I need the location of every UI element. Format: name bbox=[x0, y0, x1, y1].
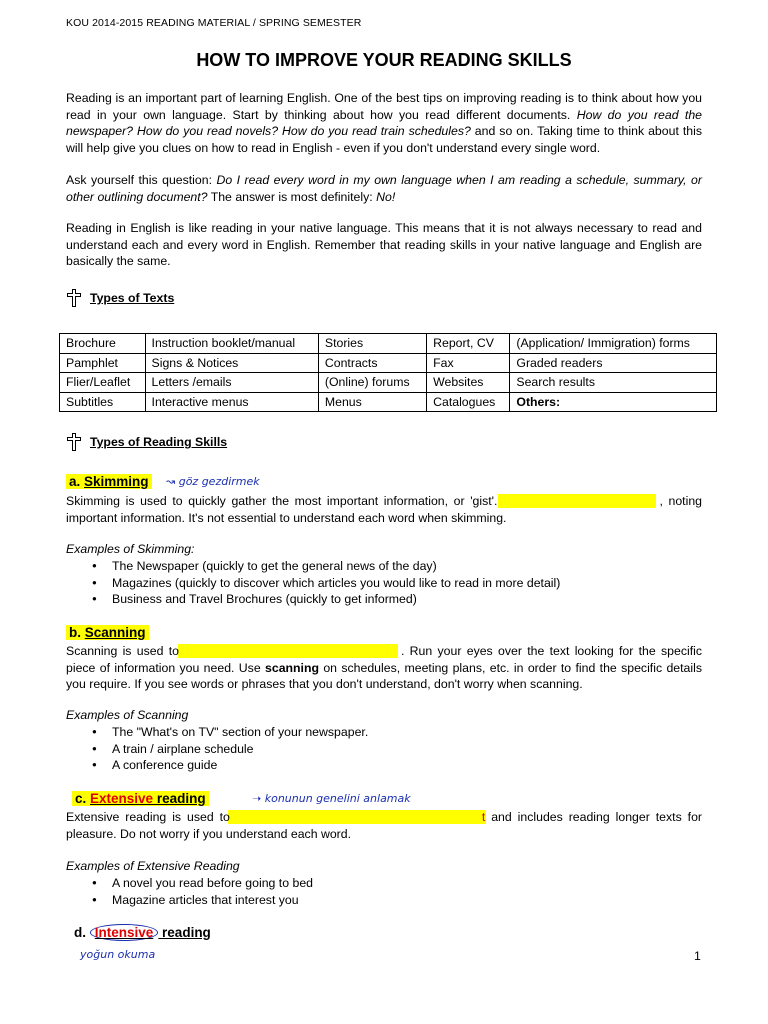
skimming-text: Skimming is used to quickly gather the most important information, or 'gist'. bbox=[66, 494, 498, 508]
extensive-text-end: and includes reading longer texts for pleasure. Do not worry if you understand each word. bbox=[66, 810, 703, 841]
table-row bbox=[60, 353, 717, 373]
scanning-paragraph bbox=[66, 643, 702, 693]
arrow-icon: ↝ bbox=[166, 475, 179, 488]
scanning-examples-list bbox=[92, 724, 368, 774]
extensive-letter: c. bbox=[75, 791, 87, 806]
table-cell: Menus bbox=[318, 392, 426, 412]
intro-paragraph-3: Reading in English is like reading in your native language. This means that it is not always necessary to read and understand each and every word in English. Remember that reading skills in your native language and English are basically the same. bbox=[66, 221, 702, 269]
table-row bbox=[60, 392, 717, 412]
types-of-texts-label: Types of Texts bbox=[90, 291, 175, 305]
types-of-texts-heading bbox=[66, 289, 174, 307]
extensive-label-red: Extensive bbox=[90, 791, 154, 806]
intensive-label-red: Intensive bbox=[90, 924, 159, 941]
scanning-label: Scanning bbox=[84, 625, 146, 640]
extensive-paragraph bbox=[66, 809, 702, 842]
list-item: ● A train / airplane schedule bbox=[92, 741, 368, 758]
intro-paragraph-1 bbox=[66, 90, 702, 156]
intensive-handwritten-note: yoğun okuma bbox=[80, 948, 156, 961]
intro-p2-italic: Do I read every word in my own language when I am reading a schedule, summary, or other outlining document? bbox=[66, 173, 702, 204]
extensive-handwritten-note bbox=[252, 792, 411, 805]
scanning-text-mid: . Run your eyes over the text looking for the specific piece of information you need. Use bbox=[66, 644, 702, 675]
extensive-examples-label: Examples of Extensive Reading bbox=[66, 859, 240, 873]
list-item: ● The "What's on TV" section of your newspaper. bbox=[92, 724, 368, 741]
intro-p2-text-end: The answer is most definitely: bbox=[207, 189, 377, 204]
table-cell: Catalogues bbox=[427, 392, 510, 412]
skimming-examples-label: Examples of Skimming: bbox=[66, 542, 195, 556]
table-cell: Graded readers bbox=[510, 353, 717, 373]
types-of-texts-table bbox=[59, 333, 717, 412]
arrow-icon: ➝ bbox=[252, 792, 265, 805]
cross-icon bbox=[66, 433, 82, 451]
table-cell: Report, CV bbox=[427, 334, 510, 354]
scanning-letter: b. bbox=[69, 625, 81, 640]
list-item: ● A novel you read before going to bed bbox=[92, 875, 313, 892]
scanning-bold-word: scanning bbox=[265, 660, 319, 675]
list-item: ● Magazines (quickly to discover which articles you would like to read in more detail) bbox=[92, 575, 560, 592]
extensive-handwritten-text: konunun genelini anlamak bbox=[264, 792, 411, 805]
list-item: ● The Newspaper (quickly to get the general news of the day) bbox=[92, 558, 560, 575]
types-of-reading-skills-label: Types of Reading Skills bbox=[90, 435, 228, 449]
table-row bbox=[60, 373, 717, 393]
table-cell: Letters /emails bbox=[145, 373, 318, 393]
intensive-heading bbox=[74, 925, 211, 940]
extensive-examples-list bbox=[92, 875, 313, 908]
table-cell: Signs & Notices bbox=[145, 353, 318, 373]
skimming-text-end: , noting important information. It's not essential to understand each word when skimming. bbox=[66, 494, 702, 525]
table-row bbox=[60, 334, 717, 354]
scanning-text-end: on schedules, meeting plans, etc. in order to find the specific details you require. If you see words or phrases that you don't understand, don't worry when scanning. bbox=[66, 660, 702, 692]
extensive-text: Extensive reading is used to bbox=[66, 810, 230, 824]
intro-p2-text: Ask yourself this question: bbox=[66, 173, 217, 187]
intro-p1-text-end: and so on. Taking time to think about this will help give you clues on how to read in English - even if you don't understand every single word. bbox=[66, 124, 702, 155]
page-title: HOW TO IMPROVE YOUR READING SKILLS bbox=[196, 50, 572, 70]
intensive-letter: d. bbox=[74, 925, 86, 940]
list-item: ● A conference guide bbox=[92, 757, 368, 774]
types-of-reading-skills-heading bbox=[66, 433, 227, 451]
page-header: KOU 2014-2015 READING MATERIAL / SPRING SEMESTER bbox=[66, 17, 362, 29]
table-cell: Flier/Leaflet bbox=[60, 373, 146, 393]
skimming-handwritten-text: göz gezdirmek bbox=[178, 475, 260, 488]
skimming-heading bbox=[66, 474, 152, 489]
scanning-heading bbox=[66, 625, 149, 640]
extensive-heading bbox=[72, 791, 209, 806]
table-cell: Brochure bbox=[60, 334, 146, 354]
intensive-label-rest: reading bbox=[158, 925, 211, 940]
extensive-label-rest: reading bbox=[153, 791, 206, 806]
table-cell: Stories bbox=[318, 334, 426, 354]
scanning-text: Scanning is used to bbox=[66, 644, 179, 658]
table-cell: Subtitles bbox=[60, 392, 146, 412]
intro-p1-text: Reading is an important part of learning English. One of the best tips on improving reading is to think about how you read in your own language. Start by thinking about how you read different documents. bbox=[66, 91, 702, 122]
skimming-label: Skimming bbox=[84, 474, 149, 489]
skimming-examples-list bbox=[92, 558, 560, 608]
table-cell: Fax bbox=[427, 353, 510, 373]
skimming-handwritten-note bbox=[166, 475, 260, 488]
table-cell: Interactive menus bbox=[145, 392, 318, 412]
table-cell: Contracts bbox=[318, 353, 426, 373]
table-cell: Search results bbox=[510, 373, 717, 393]
table-cell: Others: bbox=[510, 392, 717, 412]
table-cell: Websites bbox=[427, 373, 510, 393]
scanning-examples-label: Examples of Scanning bbox=[66, 708, 189, 722]
table-cell: (Online) forums bbox=[318, 373, 426, 393]
skimming-letter: a. bbox=[69, 474, 81, 489]
extensive-text-red: t bbox=[481, 810, 486, 824]
intro-paragraph-2 bbox=[66, 172, 702, 205]
page-number: 1 bbox=[694, 949, 701, 963]
table-cell: Pamphlet bbox=[60, 353, 146, 373]
list-item: ● Magazine articles that interest you bbox=[92, 892, 313, 909]
table-cell: (Application/ Immigration) forms bbox=[510, 334, 717, 354]
cross-icon bbox=[66, 289, 82, 307]
table-cell: Instruction booklet/manual bbox=[145, 334, 318, 354]
skimming-paragraph bbox=[66, 493, 702, 526]
intro-p1-italic: How do you read the newspaper? How do you read novels? How do you read train schedules? bbox=[66, 107, 702, 139]
intro-p2-answer: No! bbox=[376, 189, 396, 204]
list-item: ● Business and Travel Brochures (quickly to get informed) bbox=[92, 591, 560, 608]
